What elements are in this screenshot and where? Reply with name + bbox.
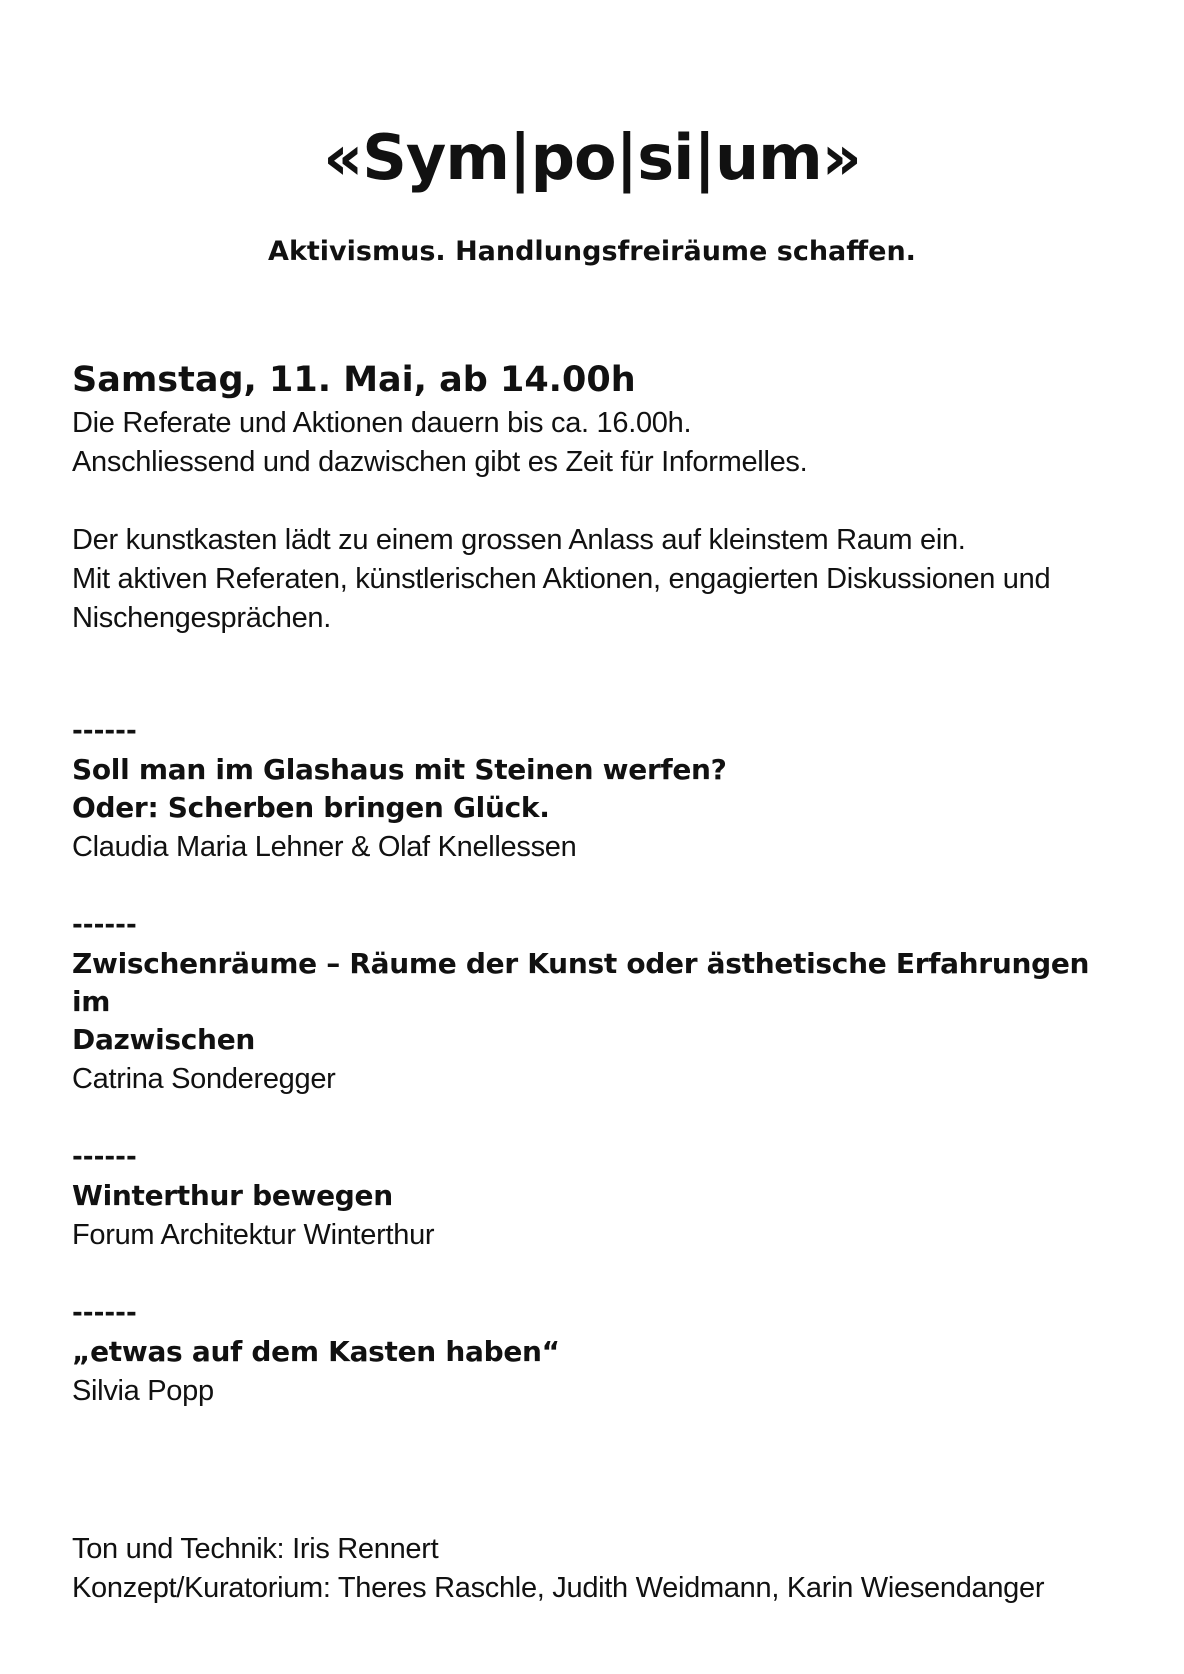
credits-konzept: Konzept/Kuratorium: Theres Raschle, Judith Weidmann, Karin Wiesendanger xyxy=(72,1572,1045,1604)
program-item-speaker: Claudia Maria Lehner & Olaf Knellessen xyxy=(72,831,577,863)
program-item-speaker: Forum Architektur Winterthur xyxy=(72,1219,435,1251)
separator: ------ xyxy=(72,910,137,940)
credits xyxy=(72,1530,1122,1608)
paragraph-gap xyxy=(72,482,1122,521)
program-item xyxy=(72,1294,1122,1411)
program-item-title: Zwischenräume – Räume der Kunst oder ästhetische Erfahrungen im xyxy=(72,947,1090,1018)
separator: ------ xyxy=(72,1298,137,1328)
program-item-title: Winterthur bewegen xyxy=(72,1179,393,1212)
program-item-title: Oder: Scherben bringen Glück. xyxy=(72,791,550,824)
credits-technik: Ton und Technik: Iris Rennert xyxy=(72,1533,439,1565)
page-title: «Sym|po|si|um» xyxy=(323,121,861,194)
program-item-title: Dazwischen xyxy=(72,1023,256,1056)
program-list xyxy=(72,712,1122,1411)
event-description-line: Nischengesprächen. xyxy=(72,602,331,634)
event-info-line: Die Referate und Aktionen dauern bis ca. 16.00h. xyxy=(72,407,692,439)
program-item-speaker: Silvia Popp xyxy=(72,1375,214,1407)
program-item-title: „etwas auf dem Kasten haben“ xyxy=(72,1335,560,1368)
program-item-speaker: Catrina Sonderegger xyxy=(72,1063,336,1095)
program-item-title: Soll man im Glashaus mit Steinen werfen? xyxy=(72,753,727,786)
event-date-heading: Samstag, 11. Mai, ab 14.00h xyxy=(72,360,636,400)
page-subtitle: Aktivismus. Handlungsfreiräume schaffen. xyxy=(268,236,916,267)
main-content xyxy=(72,358,1122,1450)
separator: ------ xyxy=(72,716,137,746)
program-item xyxy=(72,906,1122,1099)
event-description-line: Mit aktiven Referaten, künstlerischen Aktionen, engagierten Diskussionen und xyxy=(72,563,1051,595)
program-item xyxy=(72,1138,1122,1255)
program-item xyxy=(72,712,1122,867)
separator: ------ xyxy=(72,1142,137,1172)
event-description-line: Der kunstkasten lädt zu einem grossen Anlass auf kleinstem Raum ein. xyxy=(72,524,966,556)
event-info xyxy=(72,404,1122,482)
event-description xyxy=(72,521,1122,638)
event-info-line: Anschliessend und dazwischen gibt es Zeit für Informelles. xyxy=(72,446,808,478)
